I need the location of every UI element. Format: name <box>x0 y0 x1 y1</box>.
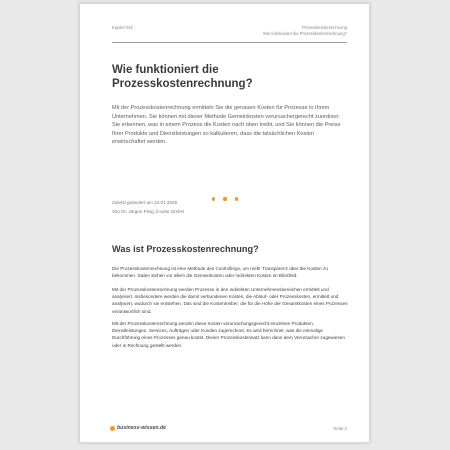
section-label: Prozesskostenrechnung <box>302 25 347 30</box>
author-line: Von Dr. Jürgen Fleig, b-wise GmbH <box>112 209 184 214</box>
footer-logo <box>110 425 166 431</box>
body-paragraph: Mit der Prozesskostenrechnung werden Prozesse in den indirekten Unternehmensbereichen ermittelt und analysiert. Insbesondere werden die damit verbundenen Kosten, die Ablauf- oder Prozesskosten, ermittelt und analysiert, wodurch sie entstehen. Das sind die Kostentreiber, die für die Höhe der Gesamtkosten eines Prozesses verantwortlich sind. <box>112 287 348 314</box>
separator-dots <box>212 193 238 205</box>
header-right <box>263 25 347 37</box>
page-number: Seite 2 <box>333 426 347 431</box>
page-header <box>112 24 347 43</box>
document-page <box>79 3 370 443</box>
body-paragraph: Mit der Prozesskostenrechnung werden diese Kosten verursachungsgerecht einzelnen Produkten, Dienstleistungen, Services, Aufträgen oder Kunden zugerechnet. Es wird berechnet, was die einmalige Durchführung eines Prozesses genau kostet. Dieser Prozesskostensatz kann dann dem Verursacher zugewiesen oder in Rechnung gestellt werden. <box>112 321 345 348</box>
article-title: Wie funktioniert die Prozesskostenrechnung? <box>112 64 253 90</box>
logo-mark-icon <box>110 426 115 431</box>
article-intro: Mit der Prozesskostenrechnung ermitteln Sie die genauen Kosten für Prozesse in Ihrem Unternehmen. Sie können mit dieser Methode Gemeinkosten verursachergerecht zuordnen: Sie erkennen, was in einem Prozess die Kosten nach oben treibt, und Sie können die Preise Ihrer Produkte und Dienstleistungen so kalkulieren, dass die tatsächlichen Kosten erwirtschaftet werden. <box>112 105 341 146</box>
header-subtitle: Wie funktioniert die Prozesskostenrechnung? <box>262 31 347 36</box>
separator-dot <box>223 197 226 200</box>
body-paragraph: Die Prozesskostenrechnung ist eine Methode des Controllings, um mehr Transparenz über die Kosten zu bekommen. Dabei stehen vor allem die Gemeinkosten oder indirekten Kosten im Blickfeld. <box>112 266 328 279</box>
logo-text: business-wissen.de <box>117 425 167 431</box>
separator-dot <box>235 197 238 200</box>
section-heading: Was ist Prozesskostenrechnung? <box>112 244 259 254</box>
updated-date: Zuletzt geändert am 24.01.2025 <box>112 200 178 205</box>
separator-dot <box>212 197 215 200</box>
chapter-label: Kapitel 040 <box>112 25 133 30</box>
